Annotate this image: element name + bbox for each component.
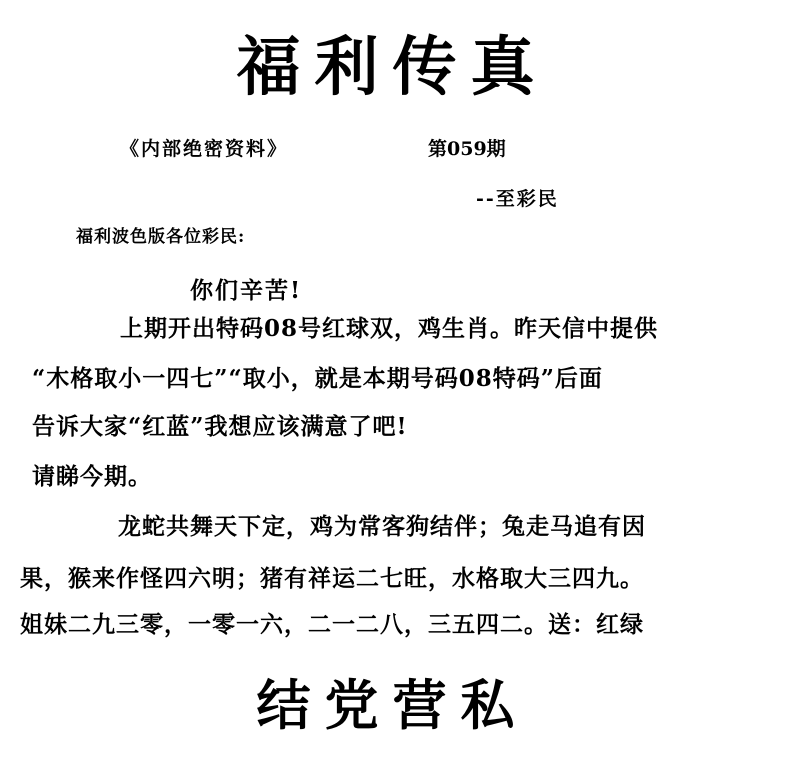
document-title: 福利传真 — [236, 30, 549, 105]
issue-number: 第059期 — [428, 138, 506, 160]
body-line-4: 请睇今期。 — [32, 463, 152, 490]
body-line-2: “木格取小一四七”“取小，就是本期号码08特码”后面 — [32, 365, 603, 392]
greeting: 你们辛苦! — [190, 277, 303, 304]
body-line-3: 告诉大家“红蓝”我想应该满意了吧! — [32, 413, 408, 440]
greeting-recipient: 福利波色版各位彩民: — [76, 227, 246, 247]
body-line-5: 龙蛇共舞天下定，鸡为常客狗结伴；兔走马追有因 — [118, 513, 646, 540]
body-line-7: 姐妹二九三零，一零一六，二一二八，三五四二。送：红绿 — [20, 611, 644, 638]
document-subtitle: 《内部绝密资料》 — [120, 138, 289, 160]
body-line-1: 上期开出特码08号红球双，鸡生肖。昨天信中提供 — [120, 315, 659, 342]
body-line-6: 果，猴来作怪四六明；猪有祥运二七旺，水格取大三四九。 — [20, 565, 644, 592]
sender-line: --至彩民 — [476, 188, 559, 210]
footer-phrase: 结党营私 — [256, 673, 529, 737]
